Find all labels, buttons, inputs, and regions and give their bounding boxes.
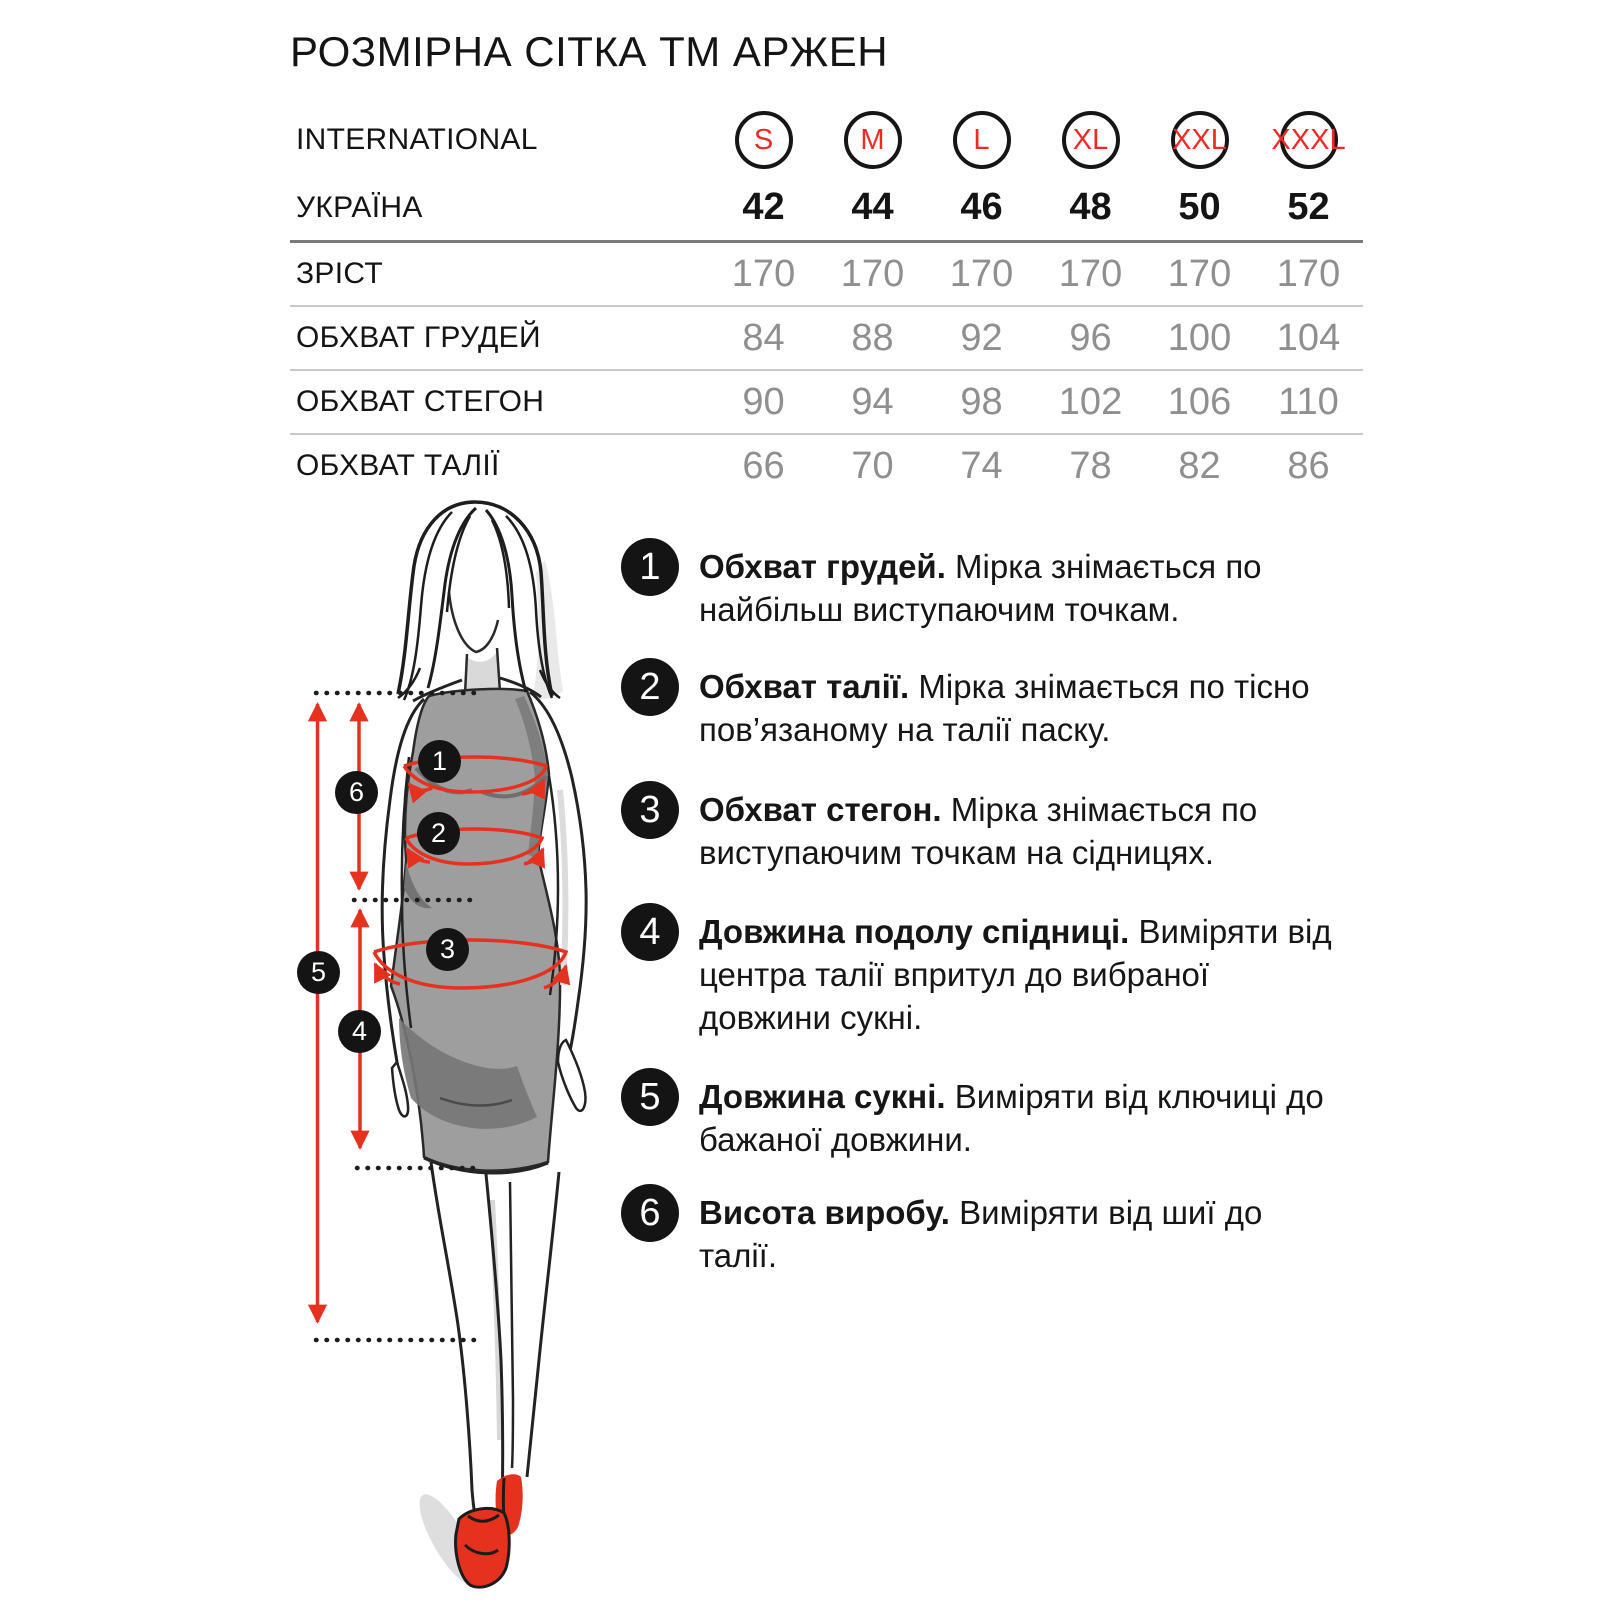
legend-item-hips bbox=[621, 781, 1351, 874]
figure-marker-bodice-height: 6 bbox=[335, 771, 378, 814]
size-badge-m: M bbox=[844, 111, 902, 169]
table-value: 102 bbox=[1058, 380, 1123, 423]
row-label-international: INTERNATIONAL bbox=[296, 123, 538, 156]
ukraine-size: 50 bbox=[1178, 186, 1221, 228]
ukraine-size: 44 bbox=[851, 186, 894, 228]
table-value: 100 bbox=[1167, 316, 1232, 359]
table-value: 82 bbox=[1178, 444, 1221, 487]
row-label-ukraine: УКРАЇНА bbox=[296, 190, 423, 224]
legend-text: Обхват грудей. Мірка знімається по найбільш виступаючим точкам. bbox=[699, 548, 1262, 628]
table-value: 170 bbox=[731, 252, 796, 295]
table-value: 170 bbox=[840, 252, 905, 295]
size-badge-xxl: XXL bbox=[1171, 111, 1229, 169]
ukraine-size: 42 bbox=[742, 186, 785, 228]
legend-number-badge: 1 bbox=[621, 538, 679, 596]
table-value: 106 bbox=[1167, 380, 1232, 423]
ukraine-size: 48 bbox=[1069, 186, 1112, 228]
table-row-waist: ОБХВАТ ТАЛІЇ 66 70 74 78 82 86 bbox=[290, 435, 1363, 497]
legend-number-badge: 2 bbox=[621, 658, 679, 716]
size-badge-s: S bbox=[735, 111, 793, 169]
legend-number-badge: 6 bbox=[621, 1184, 679, 1242]
legend-item-bust bbox=[621, 538, 1351, 631]
table-value: 88 bbox=[851, 316, 894, 359]
size-badge-xxxl: XXXL bbox=[1280, 111, 1338, 169]
table-value: 170 bbox=[949, 252, 1014, 295]
table-value: 86 bbox=[1287, 444, 1330, 487]
table-row-hips: ОБХВАТ СТЕГОН 90 94 98 102 106 110 bbox=[290, 371, 1363, 435]
table-value: 110 bbox=[1278, 380, 1339, 423]
legend-text: Обхват стегон. Мірка знімається по виступаючим точкам на сідницях. bbox=[699, 791, 1258, 871]
table-value: 96 bbox=[1069, 316, 1112, 359]
table-value: 170 bbox=[1058, 252, 1123, 295]
legend-item-waist bbox=[621, 658, 1351, 751]
size-badge-l: L bbox=[953, 111, 1011, 169]
ukraine-size: 46 bbox=[960, 186, 1003, 228]
table-value: 104 bbox=[1276, 316, 1341, 359]
table-value: 98 bbox=[960, 380, 1003, 423]
table-value: 90 bbox=[742, 380, 785, 423]
legend-text: Довжина сукні. Виміряти від ключиці до бажаної довжини. bbox=[699, 1078, 1324, 1158]
legend-number-badge: 5 bbox=[621, 1068, 679, 1126]
page-title: РОЗМІРНА СІТКА ТМ АРЖЕН bbox=[290, 28, 889, 75]
table-value: 170 bbox=[1276, 252, 1341, 295]
table-value: 170 bbox=[1167, 252, 1232, 295]
table-row-height: ЗРІСТ 170 170 170 170 170 170 bbox=[290, 243, 1363, 307]
figure-marker-skirt-length: 4 bbox=[338, 1010, 381, 1053]
table-value: 84 bbox=[742, 316, 785, 359]
table-value: 66 bbox=[742, 444, 785, 487]
legend-text: Довжина подолу спідниці. Виміряти від центра талії впритул до вибраної довжини сукні. bbox=[699, 913, 1332, 1036]
legend-item-dress-length bbox=[621, 1068, 1351, 1161]
legend-number-badge: 3 bbox=[621, 781, 679, 839]
figure-marker-waist: 2 bbox=[417, 812, 460, 855]
table-value: 74 bbox=[960, 444, 1003, 487]
legend-item-bodice-height bbox=[621, 1184, 1351, 1277]
figure-marker-bust: 1 bbox=[418, 740, 461, 783]
table-row-bust: ОБХВАТ ГРУДЕЙ 84 88 92 96 100 104 bbox=[290, 307, 1363, 371]
table-value: 78 bbox=[1069, 444, 1112, 487]
table-value: 92 bbox=[960, 316, 1003, 359]
figure-marker-hips: 3 bbox=[426, 928, 469, 971]
table-value: 70 bbox=[851, 444, 894, 487]
size-table bbox=[290, 105, 1363, 497]
legend-item-skirt-length bbox=[621, 903, 1351, 1039]
legend-text: Обхват талії. Мірка знімається по тісно пов’язаному на талії паску. bbox=[699, 668, 1310, 748]
table-row-international bbox=[290, 105, 1363, 175]
ukraine-size: 52 bbox=[1287, 186, 1330, 228]
legend-number-badge: 4 bbox=[621, 903, 679, 961]
legend-text: Висота виробу. Виміряти від шиї до талії. bbox=[699, 1194, 1263, 1274]
table-row-ukraine bbox=[290, 175, 1363, 243]
figure-marker-dress-length: 5 bbox=[297, 951, 340, 994]
measurement-figure-illustration bbox=[280, 495, 625, 1600]
size-badge-xl: XL bbox=[1062, 111, 1120, 169]
table-value: 94 bbox=[851, 380, 894, 423]
